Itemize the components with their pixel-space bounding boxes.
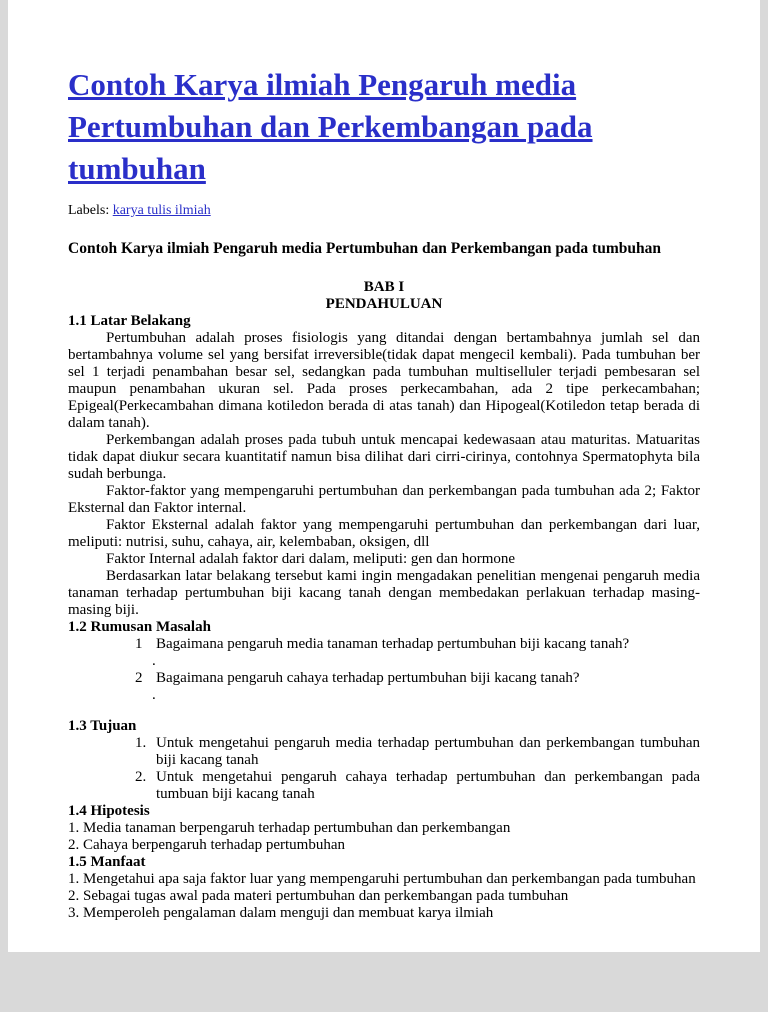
list-item: 1. Media tanaman berpengaruh terhadap pertumbuhan dan perkembangan [68,820,511,836]
paragraph: Berdasarkan latar belakang tersebut kami ingin mengadakan penelitian mengenai pengaruh media tanaman terhadap pertumbuhan biji kacang tanah dengan membedakan perlakuan terhadap masing-masing biji. [68,568,700,618]
section-heading-1-3: 1.3 Tujuan [68,718,137,734]
list-item: 1. Mengetahui apa saja faktor luar yang mempengaruhi pertumbuhan dan perkembangan pada tumbuhan [68,871,696,887]
document-page [8,0,760,952]
list-item-number: 2. [135,769,147,785]
list-item-text: Bagaimana pengaruh cahaya terhadap pertumbuhan biji kacang tanah? [156,670,580,686]
list-item [135,670,700,687]
list-item-text: Untuk mengetahui pengaruh cahaya terhadap pertumbuhan dan perkembangan pada tumbuan biji kacang tanah [156,769,700,802]
section-heading-1-1: 1.1 Latar Belakang [68,313,191,329]
list-item-number: 1 [135,636,143,652]
list-item [135,636,700,653]
list-item: 2. Cahaya berpengaruh terhadap pertumbuhan [68,837,345,853]
list-item [135,769,700,803]
list-item [135,735,700,769]
list-item-text: Bagaimana pengaruh media tanaman terhadap pertumbuhan biji kacang tanah? [156,636,630,652]
paragraph: Faktor Eksternal adalah faktor yang mempengaruhi pertumbuhan dan perkembangan dari luar, meliputi: nutrisi, suhu, cahaya, air, kelembaban, oksigen, dll [68,517,700,550]
chapter-title: PENDAHULUAN [325,296,443,312]
paragraph: Pertumbuhan adalah proses fisiologis yang ditandai dengan bertambahnya jumlah sel dan bertambahnya volume sel yang bersifat irreversible(tidak dapat mengecil kembali). Pada tumbuhan ber sel 1 terjadi penambahan besar sel, sedangkan pada tumbuhan multiselluler terjadi pembesaran sel maupun penambahan ukuran sel. Pada proses perkecambahan, ada 2 tipe perkecambahan; Epigeal(Perkecambahan dimana kotiledon berada di atas tanah) dan Hipogeal(Kotiledon tetap berada di dalam tanah). [68,330,700,431]
paragraph: Faktor Internal adalah faktor dari dalam, meliputi: gen dan hormone [106,551,516,567]
list-item: 3. Memperoleh pengalaman dalam menguji dan membuat karya ilmiah [68,905,494,921]
labels-label: Labels: [68,203,110,218]
post-title-link[interactable]: Contoh Karya ilmiah Pengaruh media Pertumbuhan dan Perkembangan pada tumbuhan [68,67,593,186]
section-heading-1-5: 1.5 Manfaat [68,854,146,870]
list-item-trailing-dot: . [152,653,156,669]
post-title [68,64,700,190]
post-subtitle: Contoh Karya ilmiah Pengaruh media Pertumbuhan dan Perkembangan pada tumbuhan [68,240,661,257]
labels-link[interactable]: karya tulis ilmiah [112,203,211,218]
chapter-number: BAB I [363,279,405,295]
list-item-text: Untuk mengetahui pengaruh media terhadap pertumbuhan dan perkembangan tumbuhan biji kacang tanah [156,735,700,768]
paragraph: Faktor-faktor yang mempengaruhi pertumbuhan dan perkembangan pada tumbuhan ada 2; Faktor Eksternal dan Faktor internal. [68,483,700,516]
list-item: 2. Sebagai tugas awal pada materi pertumbuhan dan perkembangan pada tumbuhan [68,888,569,904]
list-item-trailing-dot: . [152,687,156,703]
section-heading-1-4: 1.4 Hipotesis [68,803,150,819]
bottom-strip [0,1012,768,1024]
list-item-number: 1. [135,735,147,751]
section-heading-1-2: 1.2 Rumusan Masalah [68,619,211,635]
paragraph: Perkembangan adalah proses pada tubuh untuk mencapai kedewasaan atau maturitas. Matuaritas tidak dapat diukur secara kuantitatif namun bisa dilihat dari cirri-cirinya, contohnya Spermatophyta bila sudah berbunga. [68,432,700,482]
list-item-number: 2 [135,670,143,686]
labels-row [68,202,700,219]
